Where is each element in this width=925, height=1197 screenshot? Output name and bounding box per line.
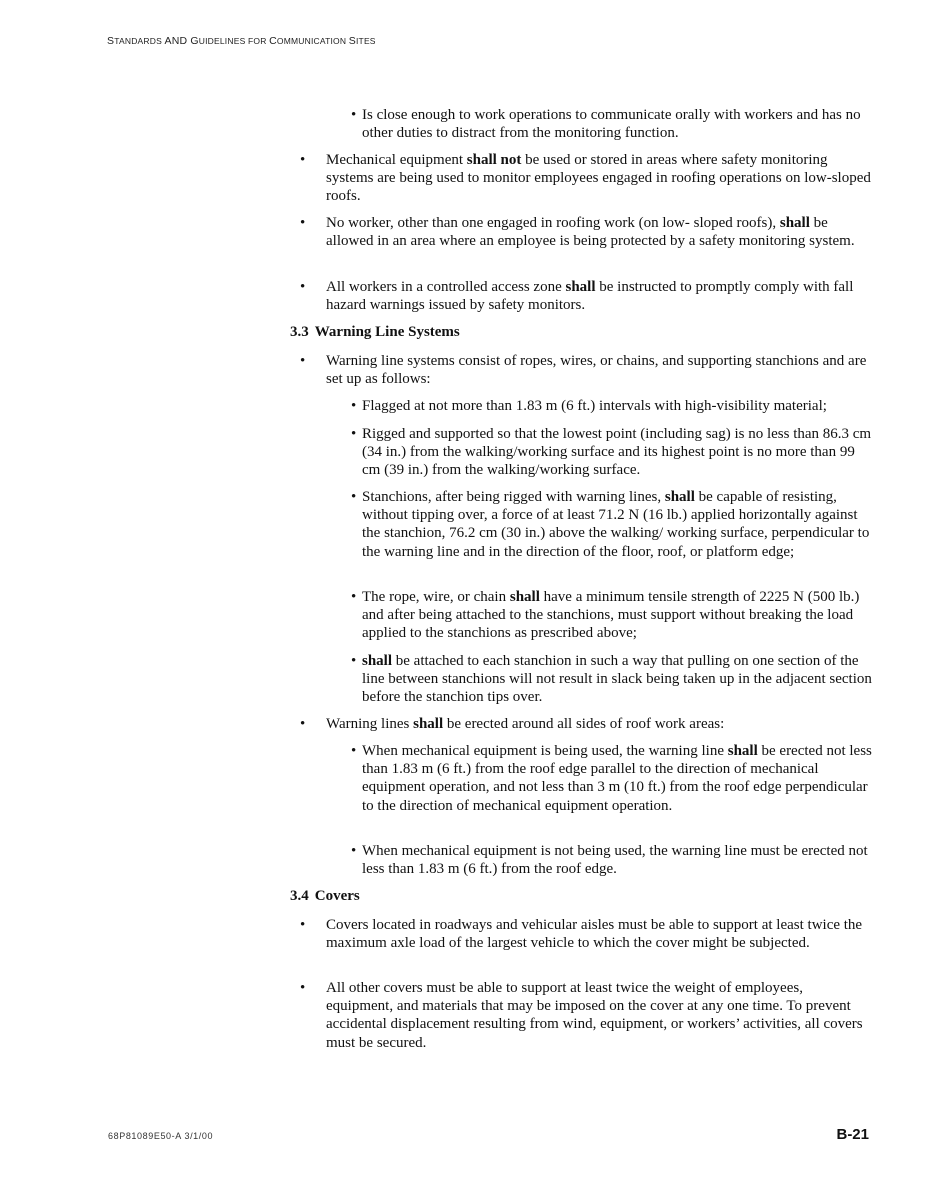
bullet-icon: • xyxy=(300,279,306,295)
bullet-item xyxy=(300,916,871,952)
text-run: All other covers must be able to support at least twice the weight of employees, equipment, and materials that may be imposed on the cover at any one time. To prevent accidental displacement resulting from wind, equipment, or workers’ activities, all covers must be secured. xyxy=(326,980,863,1051)
section-title: Covers xyxy=(314,888,360,904)
bullet-icon: • xyxy=(300,353,306,369)
sub-bullet-item xyxy=(351,106,872,142)
sub-bullet-item xyxy=(351,842,872,878)
bullet-icon: • xyxy=(351,843,357,859)
text-run: Is close enough to work operations to communicate orally with workers and has no other duties to distract from the monitoring function. xyxy=(362,107,861,142)
bullet-item xyxy=(300,151,871,206)
bullet-item xyxy=(300,715,871,733)
bullet-icon: • xyxy=(351,489,357,505)
bullet-icon: • xyxy=(351,589,357,605)
sub-bullet-item xyxy=(351,588,872,643)
sub-bullet-item xyxy=(351,397,872,415)
text-run: Warning line systems consist of ropes, wires, or chains, and supporting stanchions and are set up as follows: xyxy=(326,353,867,388)
section-heading xyxy=(290,323,460,341)
bullet-icon: • xyxy=(300,215,306,231)
text-run: be attached to each stanchion in such a way that pulling on one section of the line between stanchions will not result in slack being taken up in the adjacent section before the stanchion tips over. xyxy=(362,653,872,706)
section-title: Warning Line Systems xyxy=(314,324,460,340)
bold-keyword: shall xyxy=(362,653,393,669)
text-run: Rigged and supported so that the lowest point (including sag) is no less than 86.3 cm (34 in.) from the walking/working surface and its highest point is no more than 99 cm (39 in.) from the walking/working surface. xyxy=(362,426,872,479)
section-number: 3.4 xyxy=(290,888,309,904)
bold-keyword: shall xyxy=(664,489,695,505)
header-text-smallcaps: UIDELINES FOR xyxy=(198,36,270,46)
text-run: Warning lines xyxy=(326,716,414,732)
header-text-cap: C xyxy=(269,35,277,47)
bullet-icon: • xyxy=(300,917,306,933)
text-run: be instructed to promptly comply with fall hazard warnings issued by safety monitors. xyxy=(326,279,854,314)
bullet-icon: • xyxy=(300,980,306,996)
text-run: have a minimum tensile strength of 2225 N (500 lb.) and after being attached to the stanchions, must support without breaking the load applied to the stanchions as prescribed above; xyxy=(362,589,860,642)
bold-keyword: shall xyxy=(727,743,758,759)
text-run: All workers in a controlled access zone xyxy=(326,279,566,295)
bold-keyword: shall xyxy=(779,215,810,231)
text-run: be capable of resisting, without tipping over, a force of at least 71.2 N (16 lb.) applied horizontally against the stanchion, 76.2 cm (30 in.) above the walking/ working surface, perpendicular to the warning line and in the direction of the floor, roof, or platform edge; xyxy=(362,489,870,560)
bullet-icon: • xyxy=(300,152,306,168)
header-text-cap: G xyxy=(190,35,199,47)
bullet-icon: • xyxy=(351,426,357,442)
bold-keyword: shall xyxy=(565,279,596,295)
section-heading xyxy=(290,887,360,905)
bullet-icon: • xyxy=(351,653,357,669)
sub-bullet-item xyxy=(351,488,872,561)
bullet-item xyxy=(300,979,871,1052)
text-run: Stanchions, after being rigged with warning lines, xyxy=(362,489,665,505)
text-run: Flagged at not more than 1.83 m (6 ft.) intervals with high-visibility material; xyxy=(362,398,827,414)
header-text-smallcaps: OMMUNICATION xyxy=(276,36,349,46)
text-run: be allowed in an area where an employee is being protected by a safety monitoring system. xyxy=(326,215,855,250)
text-run: When mechanical equipment is being used, the warning line xyxy=(362,743,728,759)
bold-keyword: shall xyxy=(509,589,540,605)
header-text-cap: S xyxy=(348,35,356,47)
bullet-item xyxy=(300,352,871,388)
text-run: No worker, other than one engaged in roofing work (on low- sloped roofs), xyxy=(326,215,780,231)
sub-bullet-item xyxy=(351,652,872,707)
page-number: B-21 xyxy=(836,1126,869,1143)
header-text-cap: AND xyxy=(161,35,191,47)
text-run: be used or stored in areas where safety monitoring systems are being used to monitor employees engaged in roofing operations on low-sloped roofs. xyxy=(326,152,871,205)
bullet-icon: • xyxy=(351,743,357,759)
bold-keyword: shall not xyxy=(466,152,522,168)
text-run: The rope, wire, or chain xyxy=(362,589,510,605)
header-text-smallcaps: TANDARDS xyxy=(114,36,162,46)
text-run: be erected around all sides of roof work areas: xyxy=(443,716,725,732)
section-number: 3.3 xyxy=(290,324,309,340)
header-text-cap: S xyxy=(107,35,115,47)
text-run: be erected not less than 1.83 m (6 ft.) from the roof edge parallel to the direction of mechanical equipment operation, and not less than 3 m (10 ft.) from the roof edge perpendicular to the direction of mechanical equipment operation. xyxy=(362,743,872,814)
text-run: When mechanical equipment is not being used, the warning line must be erected not less than 1.83 m (6 ft.) from the roof edge. xyxy=(362,843,868,878)
bullet-icon: • xyxy=(300,716,306,732)
text-run: Mechanical equipment xyxy=(326,152,467,168)
bold-keyword: shall xyxy=(413,716,444,732)
bullet-icon: • xyxy=(351,107,357,123)
sub-bullet-item xyxy=(351,742,872,815)
text-run: Covers located in roadways and vehicular aisles must be able to support at least twice the maximum axle load of the largest vehicle to which the cover might be subjected. xyxy=(326,917,863,952)
bullet-item xyxy=(300,214,871,250)
sub-bullet-item xyxy=(351,425,872,480)
header-text-smallcaps: ITES xyxy=(355,36,376,46)
running-header xyxy=(107,35,376,47)
document-id: 68P81089E50-A 3/1/00 xyxy=(108,1131,214,1141)
bullet-icon: • xyxy=(351,398,357,414)
bullet-item xyxy=(300,278,871,314)
